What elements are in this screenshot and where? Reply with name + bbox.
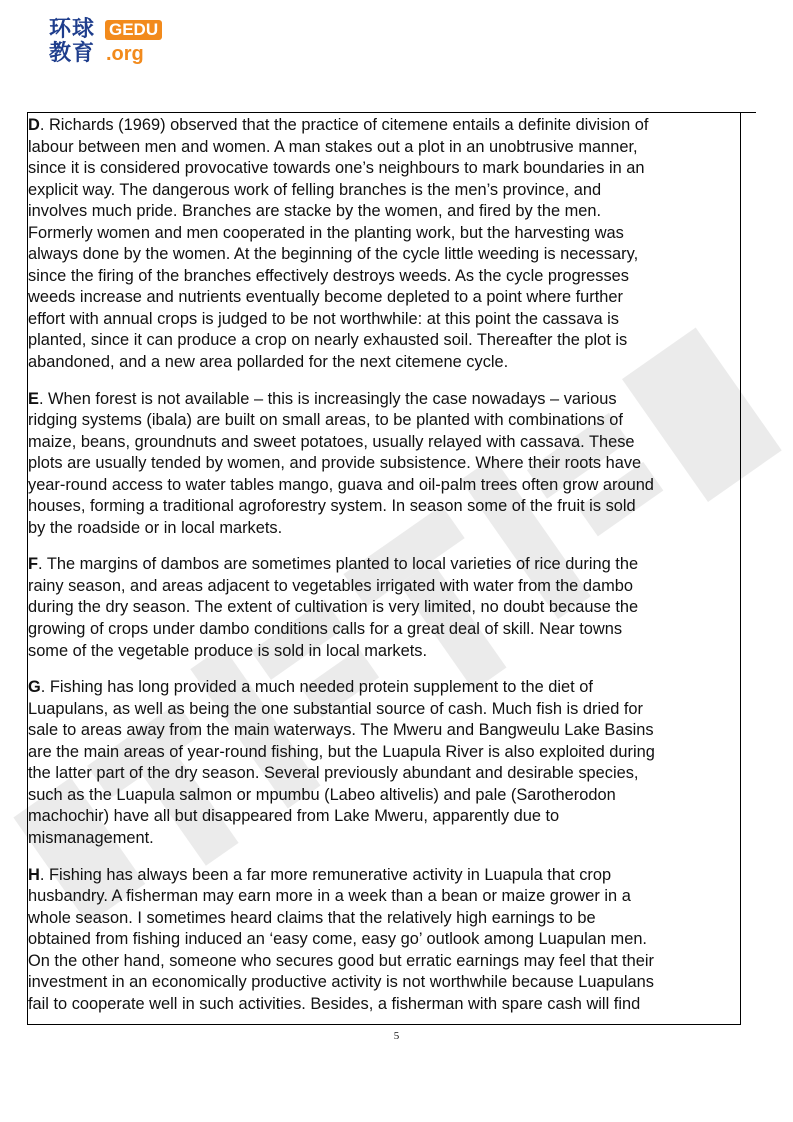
paragraph-line [28, 720, 742, 742]
paragraph-line [28, 828, 742, 850]
paragraph-d [28, 115, 742, 374]
line-text: some of the vegetable produce is sold in local markets. [28, 641, 428, 660]
paragraph-line [28, 389, 742, 411]
line-text: ridging systems (ibala) are built on small areas, to be planted with combinations of [28, 411, 623, 430]
paragraph-line [28, 576, 742, 598]
line-text: during the dry season. The extent of cultivation is very limited, no doubt because the [28, 598, 639, 617]
paragraph-line [28, 137, 742, 159]
paragraph-line [28, 158, 742, 180]
line-text: year-round access to water tables mango, guava and oil-palm trees often grow around [28, 475, 654, 494]
paragraph-h [28, 865, 742, 1016]
paragraph-line [28, 266, 742, 288]
paragraph-line [28, 806, 742, 828]
paragraph-line [28, 475, 742, 497]
paragraph-line [28, 908, 742, 930]
paragraph-letter: E [28, 389, 39, 408]
line-text: explicit way. The dangerous work of felling branches is the men’s province, and [28, 180, 602, 199]
paragraph-line [28, 115, 742, 137]
line-text: always done by the women. At the beginning of the cycle little weeding is necessary, [28, 245, 639, 264]
paragraph-line [28, 410, 742, 432]
line-text: husbandry. A fisherman may earn more in a week than a bean or maize grower in a [28, 887, 631, 906]
line-text: such as the Luapula salmon or mpumbu (Labeo altivelis) and pale (Sarotherodon [28, 785, 616, 804]
line-text: sale to areas away from the main waterways. The Mweru and Bangweulu Lake Basins [28, 721, 654, 740]
paragraph-line [28, 244, 742, 266]
line-text: whole season. I sometimes heard claims that the relatively high earnings to be [28, 908, 596, 927]
line-text: . Fishing has long provided a much needed protein supplement to the diet of [40, 678, 593, 697]
paragraph-letter: G [28, 678, 41, 697]
paragraph-line [28, 309, 742, 331]
paragraph-line [28, 619, 742, 641]
line-text: abandoned, and a new area pollarded for the next citemene cycle. [28, 353, 509, 372]
paragraph-line [28, 223, 742, 245]
paragraph-line [28, 330, 742, 352]
page-number: 5 [393, 1030, 400, 1042]
line-text: planted, since it can produce a crop on nearly exhausted soil. Thereafter the plot is [28, 331, 628, 350]
passage-box [27, 112, 741, 1025]
line-text: rainy season, and areas adjacent to vegetables irrigated with water from the dambo [28, 576, 633, 595]
line-text: involves much pride. Branches are stacke by the women, and fired by the men. [28, 202, 602, 221]
paragraph-line [28, 742, 742, 764]
line-text: obtained from fishing induced an ‘easy come, easy go’ outlook among Luapulan men. [28, 930, 647, 949]
line-text: machochir) have all but disappeared from Lake Mweru, apparently due to [28, 807, 560, 826]
paragraph-line [28, 518, 742, 540]
paragraph-line [28, 972, 742, 994]
paragraph-line [28, 432, 742, 454]
logo-badge: GEDU [105, 20, 162, 40]
line-text: since the firing of the branches effectively destroys weeds. As the cycle progresses [28, 266, 629, 285]
paragraph-line [28, 453, 742, 475]
line-text: are the main areas of year-round fishing, but the Luapula River is also exploited during [28, 742, 655, 761]
line-text: . The margins of dambos are sometimes planted to local varieties of rice during the [38, 555, 639, 574]
paragraph-line [28, 597, 742, 619]
paragraph-line [28, 994, 742, 1016]
top-rule [27, 112, 756, 113]
gedu-logo [49, 16, 179, 70]
line-text: by the roadside or in local markets. [28, 518, 283, 537]
paragraph-f [28, 554, 742, 662]
logo-text-line2: 教育 [49, 41, 96, 66]
passage-content [28, 115, 742, 1030]
line-text: Formerly women and men cooperated in the planting work, but the harvesting was [28, 223, 624, 242]
paragraph-line [28, 929, 742, 951]
line-text: . Richards (1969) observed that the practice of citemene entails a definite division of [39, 116, 649, 134]
paragraph-line [28, 677, 742, 699]
paragraph-line [28, 287, 742, 309]
line-text: Luapulans, as well as being the one substantial source of cash. Much fish is dried for [28, 699, 644, 718]
line-text: . When forest is not available – this is increasingly the case nowadays – various [38, 389, 617, 408]
paragraph-line [28, 641, 742, 663]
line-text: plots are usually tended by women, and provide subsistence. Where their roots have [28, 454, 642, 473]
paragraph-e [28, 389, 742, 540]
line-text: since it is considered provocative towards one’s neighbours to mark boundaries in an [28, 159, 645, 178]
paragraph-line [28, 352, 742, 374]
paragraph-line [28, 699, 742, 721]
paragraph-g [28, 677, 742, 849]
paragraph-line [28, 886, 742, 908]
paragraph-line [28, 785, 742, 807]
line-text: the latter part of the dry season. Several previously abundant and desirable species, [28, 764, 639, 783]
paragraph-line [28, 180, 742, 202]
paragraph-line [28, 763, 742, 785]
paragraph-line [28, 201, 742, 223]
paragraph-letter: D [28, 116, 40, 134]
line-text: maize, beans, groundnuts and sweet potatoes, usually relayed with cassava. These [28, 432, 635, 451]
line-text: labour between men and women. A man stakes out a plot in an unobtrusive manner, [28, 137, 638, 156]
logo-text-line1: 环球 [49, 17, 96, 42]
paragraph-line [28, 865, 742, 887]
line-text: fail to cooperate well in such activities. Besides, a fisherman with spare cash will find [28, 994, 641, 1013]
paragraph-line [28, 554, 742, 576]
paragraph-line [28, 951, 742, 973]
paragraph-letter: H [28, 865, 40, 884]
line-text: investment in an economically productive activity is not worthwhile because Luapulans [28, 973, 654, 992]
line-text: On the other hand, someone who secures good but erratic earnings may feel that their [28, 951, 654, 970]
line-text: effort with annual crops is judged to be not worthwhile: at this point the cassava is [28, 309, 620, 328]
line-text: weeds increase and nutrients eventually become depleted to a point where further [28, 288, 623, 307]
line-text: . Fishing has always been a far more remunerative activity in Luapula that crop [39, 865, 612, 884]
paragraph-letter: F [28, 555, 39, 574]
line-text: houses, forming a traditional agroforestry system. In season some of the fruit is sold [28, 497, 636, 516]
logo-suffix: .org [106, 43, 144, 65]
line-text: mismanagement. [28, 828, 154, 847]
line-text: growing of crops under dambo conditions calls for a great deal of skill. Near towns [28, 620, 623, 639]
paragraph-line [28, 496, 742, 518]
